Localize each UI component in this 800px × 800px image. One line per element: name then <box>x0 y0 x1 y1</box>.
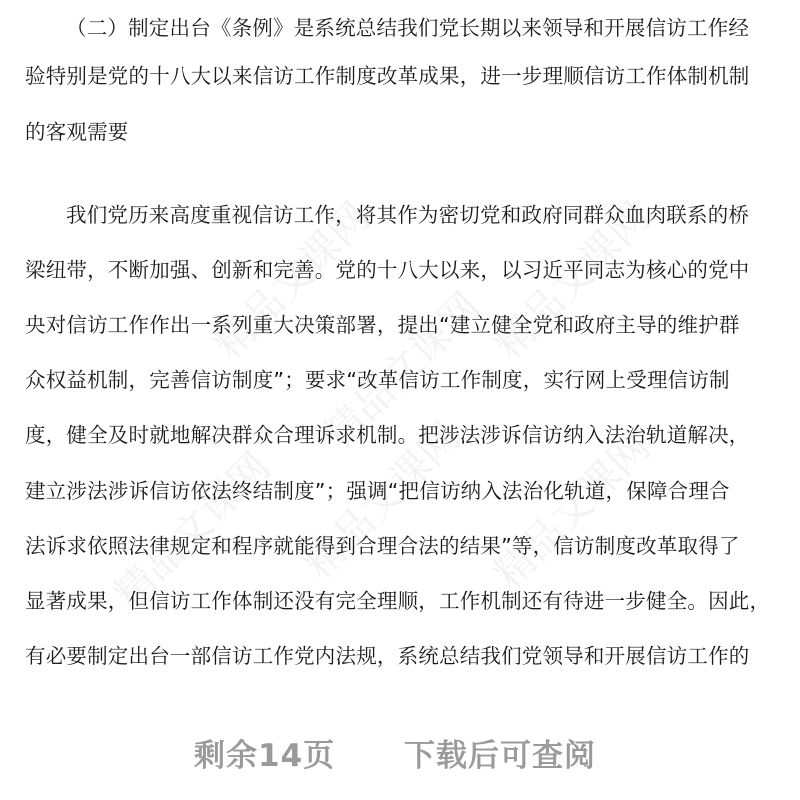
body-line-6: 建立涉法涉诉信访依法终结制度”；强调“把信访纳入法治化轨道，保障合理合 <box>25 479 730 503</box>
body-line-8: 显著成果，但信访工作体制还没有完全理顺，工作机制还有待进一步健全。因此， <box>25 589 771 613</box>
section-heading-line-1: （二）制定出台《条例》是系统总结我们党长期以来领导和开展信访工作经 <box>66 16 750 40</box>
watermark: 精品文课网 <box>315 284 490 458</box>
watermark: 精品文课网 <box>295 414 470 588</box>
watermark: 精品文课网 <box>205 194 380 368</box>
body-line-5: 度，健全及时就地解决群众合理诉求机制。把涉法涉诉信访纳入法治轨道解决， <box>25 423 750 447</box>
download-prompt-bar[interactable] <box>0 728 800 784</box>
body-line-9: 有必要制定出台一部信访工作党内法规，系统总结我们党领导和开展信访工作的 <box>25 644 750 668</box>
remaining-pages-label[interactable]: 剩余14页 <box>194 738 336 774</box>
body-line-7: 法诉求依照法律规定和程序就能得到合理合法的结果”等，信访制度改革取得了 <box>25 534 740 558</box>
download-to-view-label[interactable]: 下载后可查阅 <box>404 738 596 774</box>
watermark: 精品文课网 <box>485 194 660 368</box>
watermark: 精品文课网 <box>105 444 280 618</box>
body-line-1: 我们党历来高度重视信访工作，将其作为密切党和政府同群众血肉联系的桥 <box>66 203 750 227</box>
section-heading-line-3: 的客观需要 <box>25 120 129 144</box>
body-line-2: 梁纽带，不断加强、创新和完善。党的十八大以来，以习近平同志为核心的党中 <box>25 258 750 282</box>
body-line-3: 央对信访工作作出一系列重大决策部署，提出“建立健全党和政府主导的维护群 <box>25 313 740 337</box>
body-line-4: 众权益机制，完善信访制度”；要求“改革信访工作制度，实行网上受理信访制 <box>25 368 730 392</box>
watermark: 精品文课网 <box>485 424 660 598</box>
section-heading-line-2: 验特别是党的十八大以来信访工作制度改革成果，进一步理顺信访工作体制机制 <box>25 64 750 88</box>
